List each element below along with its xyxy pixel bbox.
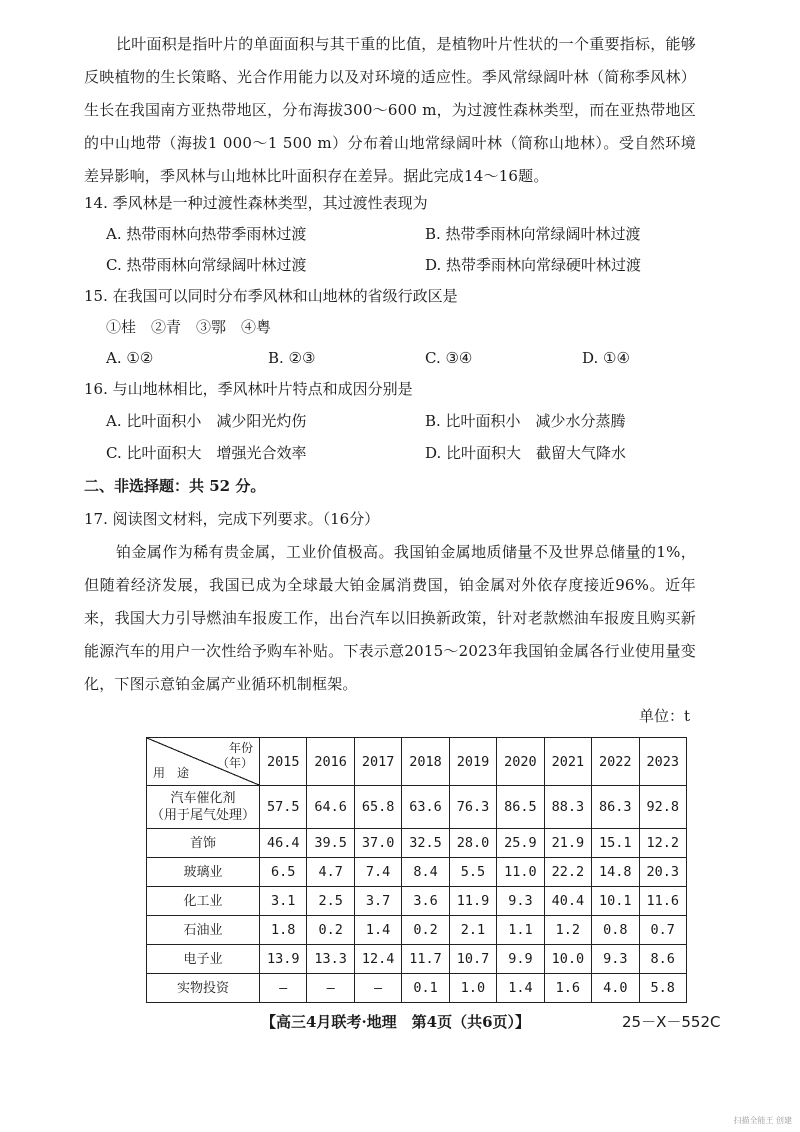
row-label: 电子业 xyxy=(147,945,260,974)
row-label: 汽车催化剂 （用于尾气处理） xyxy=(147,786,260,829)
row-label: 玻璃业 xyxy=(147,858,260,887)
year-header: 2019 xyxy=(449,738,496,786)
table-corner-header xyxy=(147,738,260,786)
table-cell: 0.7 xyxy=(639,916,687,945)
table-cell: 13.9 xyxy=(260,945,307,974)
platinum-usage-table xyxy=(146,737,687,1003)
table-cell: 1.8 xyxy=(260,916,307,945)
question-16-stem: 16. 与山地林相比，季风林叶片特点和成因分别是 xyxy=(84,380,413,398)
year-header: 2022 xyxy=(592,738,639,786)
table-row-chemical xyxy=(147,887,687,916)
table-cell: 2.1 xyxy=(449,916,496,945)
table-cell: 10.0 xyxy=(544,945,591,974)
question-14-stem: 14. 季风林是一种过渡性森林类型，其过渡性表现为 xyxy=(84,194,428,212)
q16-option-a: A. 比叶面积小 减少阳光灼伤 xyxy=(106,412,307,430)
table-cell: 11.6 xyxy=(639,887,687,916)
year-header: 2017 xyxy=(354,738,401,786)
row-label: 石油业 xyxy=(147,916,260,945)
header-year-label: 年份 xyxy=(228,741,253,755)
question-17-material: 铂金属作为稀有贵金属，工业价值极高。我国铂金属地质储量不及世界总储量的1%，但随着经济发展，我国已成为全球最大铂金属消费国，铂金属对外依存度接近96%。近年来，我国大力引导燃油车报废工作，出台汽车以旧换新政策，针对老款燃油车报废且购买新能源汽车的用户一次性给予购车补贴。下表示意2015～2023年我国铂金属各行业使用量变化，下图示意铂金属产业循环机制框架。 xyxy=(84,543,696,693)
table-cell: 1.4 xyxy=(497,974,544,1003)
q15-option-b: B. ②③ xyxy=(268,349,316,367)
q14-option-b: B. 热带季雨林向常绿阔叶林过渡 xyxy=(425,225,641,243)
table-cell: 9.9 xyxy=(497,945,544,974)
table-cell: 5.5 xyxy=(449,858,496,887)
table-cell: 92.8 xyxy=(639,786,687,829)
table-cell: 1.6 xyxy=(544,974,591,1003)
table-row-jewelry xyxy=(147,829,687,858)
q15-option-c: C. ③④ xyxy=(425,349,473,367)
row-label: 实物投资 xyxy=(147,974,260,1003)
table-row-electronics xyxy=(147,945,687,974)
year-header: 2015 xyxy=(260,738,307,786)
table-cell: 46.4 xyxy=(260,829,307,858)
table-cell: 12.4 xyxy=(354,945,401,974)
q15-choices: ①桂 ②青 ③鄂 ④粤 xyxy=(106,318,272,336)
table-cell: 0.2 xyxy=(402,916,449,945)
table-cell: 21.9 xyxy=(544,829,591,858)
table-cell: 1.4 xyxy=(354,916,401,945)
q16-option-d: D. 比叶面积大 截留大气降水 xyxy=(425,444,627,462)
year-header: 2018 xyxy=(402,738,449,786)
question-15-stem: 15. 在我国可以同时分布季风林和山地林的省级行政区是 xyxy=(84,287,458,305)
table-cell: 12.2 xyxy=(639,829,687,858)
table-cell: — xyxy=(354,974,401,1003)
table-cell: 8.6 xyxy=(639,945,687,974)
table-cell: 8.4 xyxy=(402,858,449,887)
year-header: 2020 xyxy=(497,738,544,786)
table-cell: 10.1 xyxy=(592,887,639,916)
table-cell: 86.3 xyxy=(592,786,639,829)
table-row-investment xyxy=(147,974,687,1003)
table-row-auto-catalyst xyxy=(147,786,687,829)
table-cell: — xyxy=(260,974,307,1003)
table-cell: 37.0 xyxy=(354,829,401,858)
table-row-petroleum xyxy=(147,916,687,945)
table-cell: 1.0 xyxy=(449,974,496,1003)
header-year-unit: （年） xyxy=(216,756,253,770)
table-cell: 25.9 xyxy=(497,829,544,858)
table-cell: 3.6 xyxy=(402,887,449,916)
table-cell: 63.6 xyxy=(402,786,449,829)
q15-option-a: A. ①② xyxy=(106,349,154,367)
page-footer-code: 25－X－552C xyxy=(622,1013,721,1031)
table-cell: 1.2 xyxy=(544,916,591,945)
q15-option-d: D. ①④ xyxy=(582,349,630,367)
table-cell: 4.0 xyxy=(592,974,639,1003)
table-cell: 6.5 xyxy=(260,858,307,887)
question-17-stem: 17. 阅读图文材料，完成下列要求。（16分） xyxy=(84,510,380,528)
q16-option-c: C. 比叶面积大 增强光合效率 xyxy=(106,444,307,462)
scanner-watermark: 扫描全能王 创建 xyxy=(733,1116,792,1125)
table-cell: 5.8 xyxy=(639,974,687,1003)
table-unit: 单位：t xyxy=(639,707,691,725)
table-cell: 57.5 xyxy=(260,786,307,829)
row-label: 首饰 xyxy=(147,829,260,858)
table-cell: 2.5 xyxy=(307,887,354,916)
table-cell: 11.7 xyxy=(402,945,449,974)
table-cell: 11.9 xyxy=(449,887,496,916)
table-cell: 11.0 xyxy=(497,858,544,887)
table-header-row xyxy=(147,738,687,786)
table-cell: — xyxy=(307,974,354,1003)
table-cell: 20.3 xyxy=(639,858,687,887)
q14-option-d: D. 热带季雨林向常绿硬叶林过渡 xyxy=(425,256,642,274)
table-cell: 22.2 xyxy=(544,858,591,887)
table-cell: 64.6 xyxy=(307,786,354,829)
table-cell: 3.7 xyxy=(354,887,401,916)
row-label: 化工业 xyxy=(147,887,260,916)
table-cell: 3.1 xyxy=(260,887,307,916)
table-cell: 7.4 xyxy=(354,858,401,887)
table-cell: 9.3 xyxy=(592,945,639,974)
row-sublabel: （用于尾气处理） xyxy=(150,808,255,823)
q16-option-b: B. 比叶面积小 减少水分蒸腾 xyxy=(425,412,626,430)
page-footer-label: 【高三4月联考·地理 第4页（共6页）】 xyxy=(261,1013,531,1031)
table-cell: 76.3 xyxy=(449,786,496,829)
section-heading: 二、非选择题：共 52 分。 xyxy=(84,477,266,495)
year-header: 2023 xyxy=(639,738,687,786)
table-cell: 9.3 xyxy=(497,887,544,916)
q14-option-c: C. 热带雨林向常绿阔叶林过渡 xyxy=(106,256,307,274)
year-header: 2021 xyxy=(544,738,591,786)
table-cell: 86.5 xyxy=(497,786,544,829)
table-cell: 0.2 xyxy=(307,916,354,945)
table-cell: 0.8 xyxy=(592,916,639,945)
table-cell: 40.4 xyxy=(544,887,591,916)
q14-option-a: A. 热带雨林向热带季雨林过渡 xyxy=(106,225,307,243)
intro-paragraph: 比叶面积是指叶片的单面面积与其干重的比值，是植物叶片性状的一个重要指标，能够反映植物的生长策略、光合作用能力以及对环境的适应性。季风常绿阔叶林（简称季风林）生长在我国南方亚热带地区，分布海拔300～600 m，为过渡性森林类型，而在亚热带地区的中山地带（海拔1 000～1 500 m）分布着山地常绿阔叶林（简称山地林）。受自然环境差异影响，季风林与山地林比叶面积存在差异。据此完成14～16题。 xyxy=(84,35,696,185)
table-cell: 13.3 xyxy=(307,945,354,974)
table-cell: 65.8 xyxy=(354,786,401,829)
table-row-glass xyxy=(147,858,687,887)
table-cell: 15.1 xyxy=(592,829,639,858)
table-cell: 32.5 xyxy=(402,829,449,858)
table-cell: 14.8 xyxy=(592,858,639,887)
table-cell: 39.5 xyxy=(307,829,354,858)
table-cell: 4.7 xyxy=(307,858,354,887)
table-cell: 0.1 xyxy=(402,974,449,1003)
year-header: 2016 xyxy=(307,738,354,786)
header-use-label: 用 途 xyxy=(153,766,190,780)
table-cell: 10.7 xyxy=(449,945,496,974)
table-cell: 28.0 xyxy=(449,829,496,858)
table-cell: 1.1 xyxy=(497,916,544,945)
table-cell: 88.3 xyxy=(544,786,591,829)
